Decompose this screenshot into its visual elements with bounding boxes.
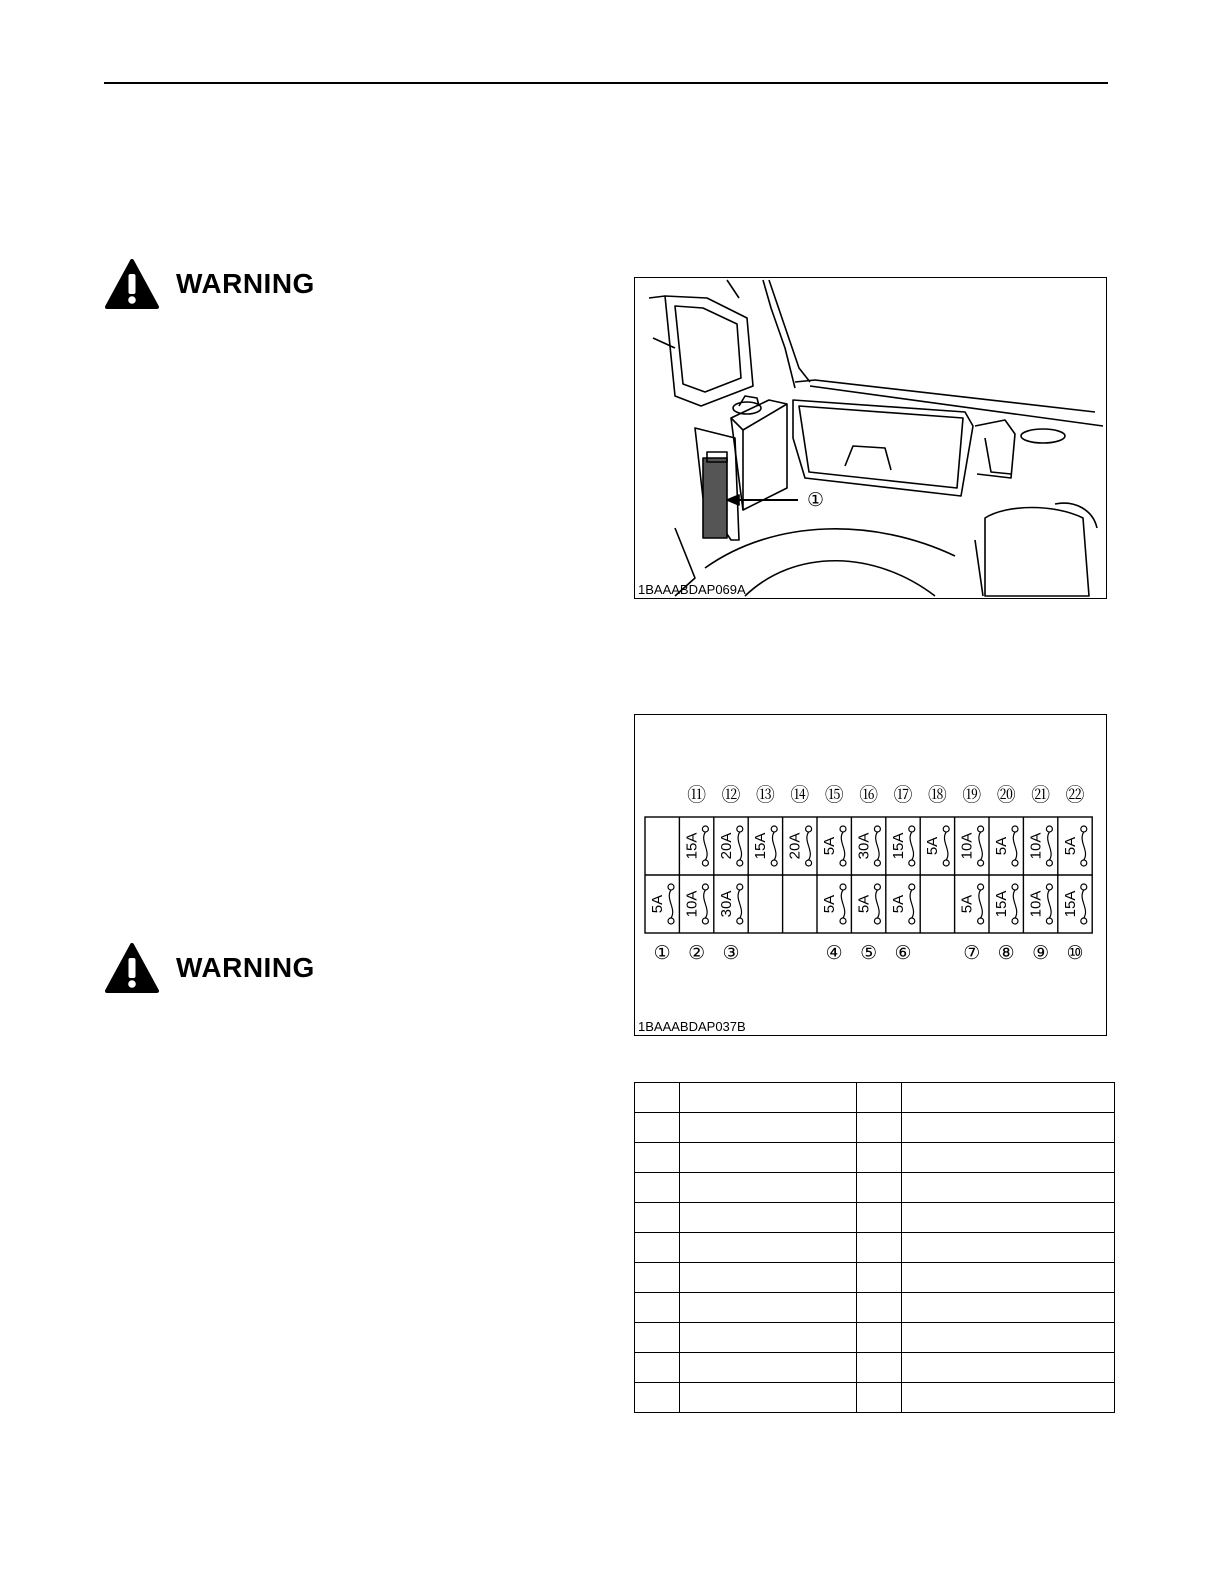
table-cell bbox=[857, 1353, 902, 1383]
fuse-rating: 30A bbox=[855, 832, 873, 860]
fuse-slot bbox=[787, 826, 812, 866]
fuse-number-top: ⑮ bbox=[824, 784, 844, 806]
fuse-number-top: ⑰ bbox=[893, 784, 913, 806]
cab-fuse-box-figure bbox=[634, 277, 1107, 599]
fuse-layout-diagram bbox=[635, 715, 1106, 1035]
table-cell bbox=[902, 1383, 1115, 1413]
fuse-rating: 20A bbox=[717, 832, 735, 860]
fuse-terminal bbox=[1046, 826, 1052, 832]
fuse-terminal bbox=[874, 884, 880, 890]
fuse-element bbox=[704, 890, 707, 918]
fuse-rating: 5A bbox=[855, 894, 873, 914]
fuse-slot bbox=[993, 826, 1018, 866]
fuse-terminal bbox=[978, 860, 984, 866]
fuse-rating: 10A bbox=[1027, 832, 1045, 860]
header-rule bbox=[104, 82, 1108, 84]
table-cell bbox=[857, 1263, 902, 1293]
fuse-rating: 30A bbox=[717, 890, 735, 918]
table-row bbox=[635, 1233, 1115, 1263]
table-cell bbox=[680, 1083, 857, 1113]
fuse-slot bbox=[718, 826, 743, 866]
fuse-element bbox=[910, 890, 913, 918]
fuse-terminal bbox=[874, 918, 880, 924]
table-cell bbox=[635, 1173, 680, 1203]
fuse-terminal bbox=[1012, 860, 1018, 866]
fuse-number-top: ⑪ bbox=[687, 784, 707, 806]
fuse-terminal bbox=[737, 884, 743, 890]
table-cell bbox=[857, 1233, 902, 1263]
fuse-slot bbox=[1027, 884, 1052, 924]
table-row bbox=[635, 1143, 1115, 1173]
fuse-element bbox=[841, 832, 844, 860]
fuse-element bbox=[704, 832, 707, 860]
fuse-terminal bbox=[1046, 884, 1052, 890]
fuse-element bbox=[979, 890, 982, 918]
fuse-rating: 5A bbox=[820, 836, 838, 856]
fuse-slot bbox=[718, 884, 743, 924]
table-cell bbox=[680, 1113, 857, 1143]
fuse-element bbox=[979, 832, 982, 860]
fuse-terminal bbox=[840, 918, 846, 924]
fuse-rating: 15A bbox=[992, 890, 1010, 918]
fuse-number-top: ⑫ bbox=[721, 784, 741, 806]
fuse-number-bottom: ④ bbox=[825, 942, 843, 964]
fuse-terminal bbox=[737, 860, 743, 866]
fuse-terminal bbox=[1046, 860, 1052, 866]
fuse-rating: 5A bbox=[958, 894, 976, 914]
fuse-terminal bbox=[702, 918, 708, 924]
fuse-slot bbox=[1027, 826, 1052, 866]
fuse-slot bbox=[959, 884, 984, 924]
fuse-slot bbox=[683, 826, 708, 866]
table-cell bbox=[635, 1233, 680, 1263]
fuse-terminal bbox=[909, 884, 915, 890]
table-row bbox=[635, 1293, 1115, 1323]
fuse-element bbox=[1013, 890, 1016, 918]
fuse-layout-figure bbox=[634, 714, 1107, 1036]
fuse-number-bottom: ⑦ bbox=[963, 942, 981, 964]
fuse-rating: 5A bbox=[992, 836, 1010, 856]
fuse-terminal bbox=[702, 826, 708, 832]
fuse-rating: 5A bbox=[889, 894, 907, 914]
table-cell bbox=[902, 1113, 1115, 1143]
warning-label: WARNING bbox=[176, 952, 315, 983]
fuse-terminal bbox=[978, 826, 984, 832]
table-cell bbox=[902, 1263, 1115, 1293]
fuse-terminal bbox=[1046, 918, 1052, 924]
table-row bbox=[635, 1173, 1115, 1203]
table-row bbox=[635, 1263, 1115, 1293]
table-cell bbox=[857, 1293, 902, 1323]
table-cell bbox=[857, 1203, 902, 1233]
fuse-terminal bbox=[840, 860, 846, 866]
fuse-number-top: ⑱ bbox=[927, 784, 947, 806]
fuse-element bbox=[876, 890, 879, 918]
fuse-terminal bbox=[668, 884, 674, 890]
fuse-slot bbox=[1062, 826, 1087, 866]
warning-label: WARNING bbox=[176, 268, 315, 299]
table-cell bbox=[902, 1233, 1115, 1263]
fuse-number-top: ㉑ bbox=[1031, 784, 1051, 806]
fuse-slot bbox=[924, 826, 949, 866]
fuse-element bbox=[807, 832, 810, 860]
fuse-terminal bbox=[1081, 826, 1087, 832]
fuse-number-top: ⑲ bbox=[962, 784, 982, 806]
table-cell bbox=[902, 1083, 1115, 1113]
fuse-rating: 20A bbox=[786, 832, 804, 860]
fuse-terminal bbox=[1081, 884, 1087, 890]
fuse-element bbox=[910, 832, 913, 860]
fuse-slot bbox=[649, 884, 674, 924]
fuse-terminal bbox=[1081, 860, 1087, 866]
fuse-terminal bbox=[978, 918, 984, 924]
table-cell bbox=[680, 1173, 857, 1203]
table-cell bbox=[680, 1203, 857, 1233]
fuse-terminal bbox=[806, 860, 812, 866]
table-cell bbox=[857, 1323, 902, 1353]
table-cell bbox=[635, 1293, 680, 1323]
fuse-element bbox=[1082, 832, 1085, 860]
fuse-number-top: ㉒ bbox=[1065, 784, 1085, 806]
table-cell bbox=[635, 1353, 680, 1383]
fuse-element bbox=[1082, 890, 1085, 918]
fuse-number-top: ⑬ bbox=[755, 784, 775, 806]
table-cell bbox=[635, 1383, 680, 1413]
table-cell bbox=[635, 1323, 680, 1353]
fuse-rating: 15A bbox=[752, 832, 770, 860]
fuse-rating: 15A bbox=[683, 832, 701, 860]
fuse-terminal bbox=[943, 860, 949, 866]
table-row bbox=[635, 1323, 1115, 1353]
table-row bbox=[635, 1203, 1115, 1233]
fuse-terminal bbox=[668, 918, 674, 924]
fuse-terminal bbox=[874, 860, 880, 866]
fuse-slot bbox=[855, 884, 880, 924]
fuse-slot bbox=[821, 884, 846, 924]
table-cell bbox=[857, 1143, 902, 1173]
warning-header-2 bbox=[104, 942, 315, 994]
table-row bbox=[635, 1383, 1115, 1413]
table-cell bbox=[902, 1293, 1115, 1323]
fuse-number-bottom: ⑨ bbox=[1032, 942, 1050, 964]
fuse-terminal bbox=[909, 918, 915, 924]
table-cell bbox=[635, 1083, 680, 1113]
fuse-rating: 5A bbox=[1061, 836, 1079, 856]
fuse-terminal bbox=[840, 826, 846, 832]
fuse-element bbox=[669, 890, 672, 918]
table-cell bbox=[680, 1233, 857, 1263]
fuse-rating: 5A bbox=[648, 894, 666, 914]
fuse-legend-table bbox=[634, 1082, 1115, 1413]
fuse-terminal bbox=[1012, 918, 1018, 924]
fuse-terminal bbox=[1012, 826, 1018, 832]
fuse-element bbox=[876, 832, 879, 860]
fuse-number-bottom: ③ bbox=[722, 942, 740, 964]
fuse-slot bbox=[890, 826, 915, 866]
fuse-rating: 10A bbox=[683, 890, 701, 918]
fuse-number-bottom: ① bbox=[653, 942, 671, 964]
fuse-slot bbox=[890, 884, 915, 924]
table-cell bbox=[680, 1143, 857, 1173]
fuse-number-bottom: ⑤ bbox=[860, 942, 878, 964]
fuse-element bbox=[1048, 890, 1051, 918]
fuse-terminal bbox=[737, 918, 743, 924]
fuse-number-bottom: ⑧ bbox=[997, 942, 1015, 964]
table-cell bbox=[857, 1083, 902, 1113]
fuse-element bbox=[738, 890, 741, 918]
table-cell bbox=[902, 1353, 1115, 1383]
fuse-rating: 10A bbox=[958, 832, 976, 860]
fuse-element bbox=[1048, 832, 1051, 860]
table-row bbox=[635, 1353, 1115, 1383]
fuse-element bbox=[772, 832, 775, 860]
fuse-slot bbox=[959, 826, 984, 866]
table-cell bbox=[635, 1143, 680, 1173]
fuse-terminal bbox=[702, 884, 708, 890]
figure-code: 1BAAABDAP069A bbox=[638, 582, 746, 597]
fuse-rating: 15A bbox=[1061, 890, 1079, 918]
warning-header-1 bbox=[104, 258, 315, 310]
fuse-element bbox=[738, 832, 741, 860]
table-cell bbox=[680, 1293, 857, 1323]
figure-code: 1BAAABDAP037B bbox=[638, 1019, 746, 1034]
table-cell bbox=[857, 1113, 902, 1143]
fuse-terminal bbox=[840, 884, 846, 890]
table-cell bbox=[680, 1383, 857, 1413]
fuse-terminal bbox=[1012, 884, 1018, 890]
fuse-element bbox=[944, 832, 947, 860]
table-cell bbox=[635, 1113, 680, 1143]
callout-label: ① bbox=[807, 489, 825, 511]
fuse-slot bbox=[1062, 884, 1087, 924]
table-cell bbox=[902, 1203, 1115, 1233]
fuse-number-bottom: ② bbox=[688, 942, 706, 964]
fuse-slot bbox=[855, 826, 880, 866]
fuse-slot bbox=[993, 884, 1018, 924]
table-cell bbox=[680, 1263, 857, 1293]
fuse-terminal bbox=[702, 860, 708, 866]
fuse-number-top: ⑳ bbox=[996, 784, 1016, 806]
fuse-slot bbox=[821, 826, 846, 866]
fuse-element bbox=[841, 890, 844, 918]
table-row bbox=[635, 1113, 1115, 1143]
fuse-slot bbox=[683, 884, 708, 924]
fuse-number-bottom: ⑥ bbox=[894, 942, 912, 964]
table-cell bbox=[635, 1263, 680, 1293]
fuse-number-top: ⑭ bbox=[790, 784, 810, 806]
fuse-terminal bbox=[771, 860, 777, 866]
table-cell bbox=[680, 1323, 857, 1353]
fuse-rating: 15A bbox=[889, 832, 907, 860]
table-cell bbox=[902, 1323, 1115, 1353]
table-cell bbox=[680, 1353, 857, 1383]
fuse-terminal bbox=[909, 860, 915, 866]
fuse-terminal bbox=[1081, 918, 1087, 924]
warning-triangle-icon bbox=[104, 258, 160, 310]
fuse-rating: 10A bbox=[1027, 890, 1045, 918]
cab-interior-illustration bbox=[635, 278, 1106, 598]
fuse-terminal bbox=[771, 826, 777, 832]
table-cell bbox=[635, 1203, 680, 1233]
fuse-terminal bbox=[978, 884, 984, 890]
fuse-rating: 5A bbox=[820, 894, 838, 914]
fuse-number-top: ⑯ bbox=[859, 784, 879, 806]
table-row bbox=[635, 1083, 1115, 1113]
warning-triangle-icon bbox=[104, 942, 160, 994]
table-cell bbox=[857, 1173, 902, 1203]
fuse-number-bottom: ⑩ bbox=[1066, 942, 1084, 964]
table-cell bbox=[902, 1143, 1115, 1173]
fuse-terminal bbox=[806, 826, 812, 832]
fuse-rating: 5A bbox=[924, 836, 942, 856]
fuse-terminal bbox=[737, 826, 743, 832]
fuse-terminal bbox=[943, 826, 949, 832]
fuse-element bbox=[1013, 832, 1016, 860]
fuse-terminal bbox=[909, 826, 915, 832]
table-cell bbox=[902, 1173, 1115, 1203]
table-cell bbox=[857, 1383, 902, 1413]
fuse-slot bbox=[752, 826, 777, 866]
fuse-terminal bbox=[874, 826, 880, 832]
